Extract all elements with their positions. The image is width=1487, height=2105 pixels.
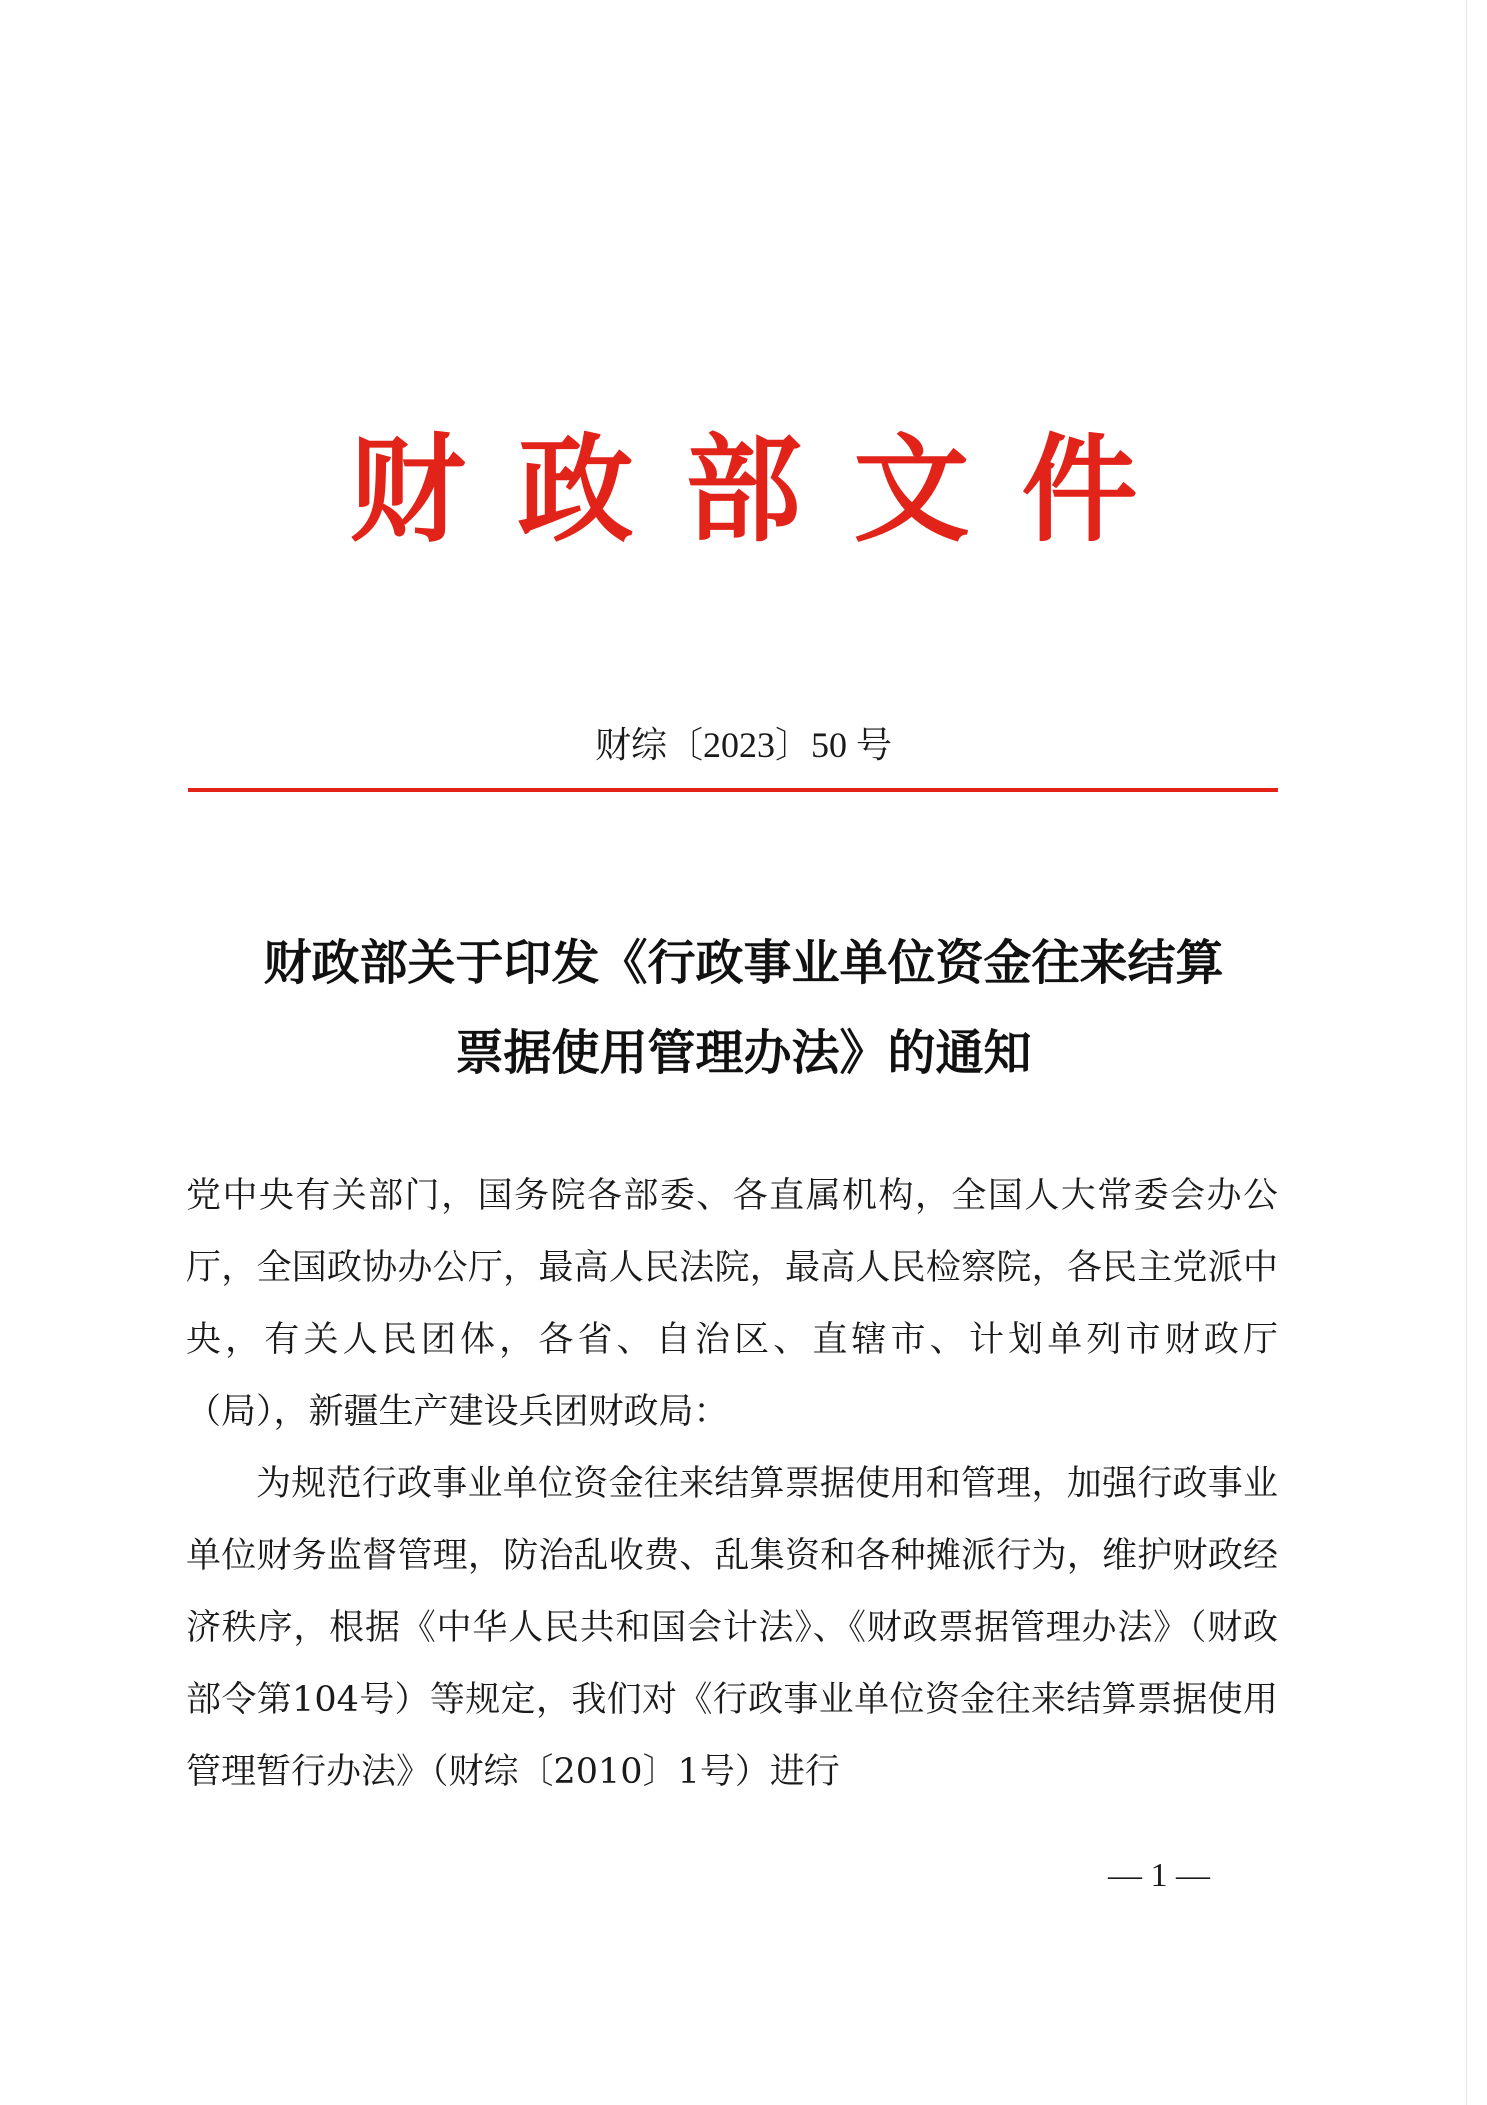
notice-title-line-1: 财政部关于印发《行政事业单位资金往来结算 xyxy=(263,935,1224,991)
notice-title-line-2: 票据使用管理办法》的通知 xyxy=(455,1025,1032,1081)
document-number: 财综〔2023〕50 号 xyxy=(594,725,892,765)
page-number: — 1 — xyxy=(1108,1857,1210,1894)
notice-body xyxy=(186,1160,1278,1808)
body-paragraph-1: 为规范行政事业单位资金往来结算票据使用和管理，加强行政事业单位财务监督管理，防治乱收费、乱集资和各种摊派行为，维护财政经济秩序，根据《中华人民共和国会计法》、《财政票据管理办法》（财政部令第104号）等规定，我们对《行政事业单位资金往来结算票据使用管理暂行办法》（财综〔2010〕1号）进行 xyxy=(186,1464,1278,1792)
notice-title xyxy=(150,918,1337,1098)
scan-edge-line xyxy=(1466,0,1467,2105)
red-separator-rule xyxy=(188,788,1278,792)
document-header-title: 财政部文件 xyxy=(349,422,1190,558)
addressees-paragraph: 党中央有关部门，国务院各部委、各直属机构，全国人大常委会办公厅，全国政协办公厅，最高人民法院，最高人民检察院，各民主党派中央，有关人民团体，各省、自治区、直辖市、计划单列市财政厅（局），新疆生产建设兵团财政局： xyxy=(186,1176,1278,1432)
